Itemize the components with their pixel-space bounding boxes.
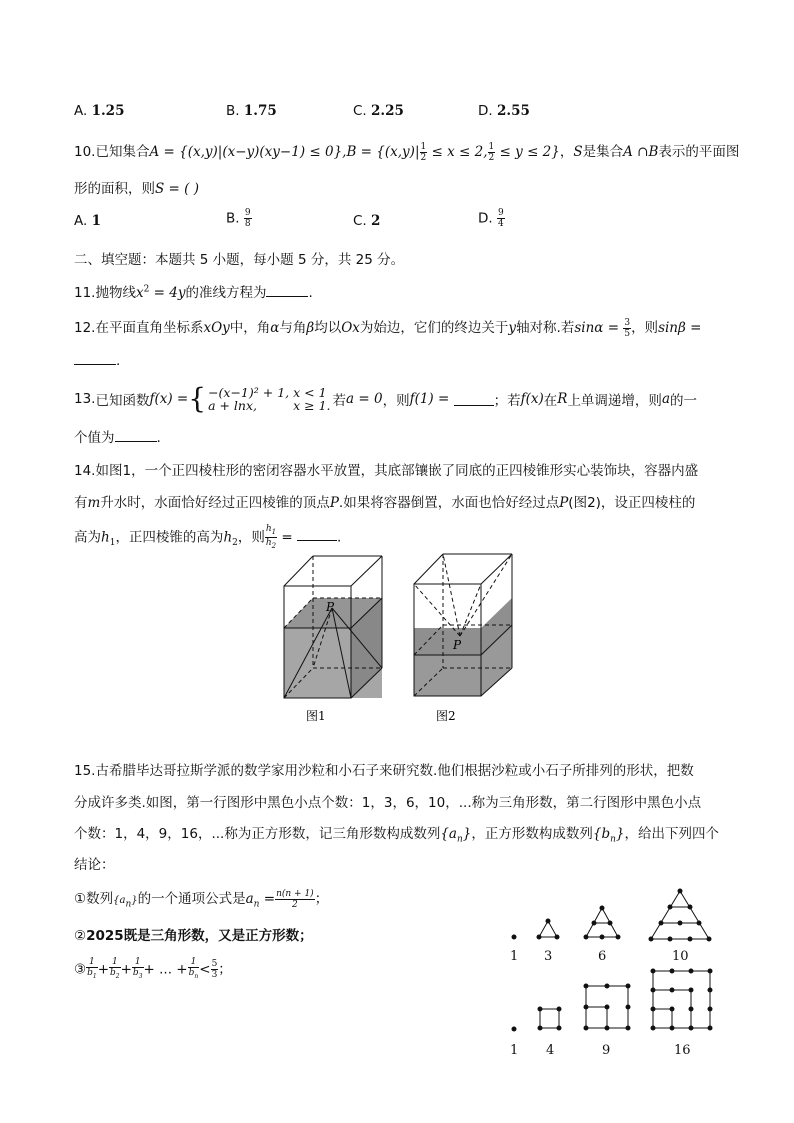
square-16 [651,969,712,1030]
q9-option-c: C. 2.25 [353,103,404,119]
q13-line2: 个值为 . [74,430,161,446]
triangle-10 [649,889,711,941]
q10-line1: 10.已知集合A = {(x,y)|(x−y)(xy−1) ≤ 0},B = {(x,y)| $\frac{1}{2}$ ≤ x ≤ 2, $\frac{1}{2}$ ≤ y ≤ 2}，S是集合A ∩B表示的平面图 [74,141,740,163]
square-4 [538,1007,561,1030]
tri-label: 10 [672,949,689,964]
point-p-label: P [453,638,462,652]
figure-2 [414,554,512,696]
q10-option-c: C. 2 [353,213,381,229]
q13-line1: 13.已知函数f(x) ={ −(x−1)² + 1, a + lnx, x < 1 x ≥ 1. 若a = 0，则f(1) = ；若f(x)在R上单调递增，则a的一 [74,382,697,415]
sq-label: 1 [510,1043,519,1058]
tri-label: 3 [544,949,553,964]
q9-option-a: A. 1.25 [74,103,125,119]
q14-line1: 14.如图1，一个正四棱柱形的密闭容器水平放置，其底部镶嵌了同底的正四棱锥形实心装饰块，容器内盛 [74,463,699,479]
sq-label: 4 [546,1043,555,1058]
answer-blank [297,528,337,541]
brace-icon: { [188,382,207,415]
q9-option-d: D. 2.55 [478,103,530,119]
figure-1-label: 图1 [306,709,326,723]
answer-blank [74,352,116,365]
q15-line2: 分成许多类.如图，第一行图形中黑色小点个数：1，3，6，10，...称为三角形数，第二行图形中黑色小点 [74,795,702,811]
q15-conclusion-3: ③ $\frac{1}{b_1}$ + $\frac{1}{b_2}$ + $\frac{1}{b_3}$ + ... + $\frac{1}{b_n}$ < $\frac{5}{3}$ ； [74,957,232,980]
triangle-3 [537,919,559,939]
answer-blank [115,429,157,442]
prism-figures [270,548,530,728]
answer-blank [266,284,308,297]
q10-option-b: B. $\frac{9}{8}$ [226,208,251,229]
q15-line1: 15.古希腊毕达哥拉斯学派的数学家用沙粒和小石子来研究数.他们根据沙粒或小石子所排列的形状，把数 [74,763,694,779]
q10-line2: 形的面积，则S = ( ) [74,181,199,197]
q14-line3: 高为$h_1$，正四棱锥的高为$h_2$，则 $\frac{h_1}{h_2}$ = . [74,524,342,550]
tri-label: 6 [598,949,607,964]
dot [512,935,516,939]
q15-conclusion-1: ①数列$\{a_n\}$的一个通项公式是$a_n$ = $\frac{n(n + 1)}{2}$ ； [74,888,329,910]
sq-label: 16 [674,1043,691,1058]
q9-option-b: B. 1.75 [226,103,277,119]
q10-option-a: A. 1 [74,213,101,229]
triangle-6 [584,906,620,939]
square-9 [584,984,630,1030]
q15-line3: 个数：1，4，9，16，...称为正方形数，记三角形数构成数列$\{a_n\}$，正方形数构成数列$\{b_n\}$，给出下列四个 [74,826,719,845]
figure-2-label: 图2 [436,709,456,723]
q10-option-d: D. $\frac{9}{4}$ [478,208,504,229]
q15-line4: 结论： [74,857,115,873]
q12-line2: . [74,352,120,369]
sq-label: 9 [602,1043,611,1058]
section-heading: 二、填空题：本题共 5 小题，每小题 5 分，共 25 分。 [74,252,405,268]
point-p-label: P [326,600,335,614]
q11: 11.抛物线$x^2 = 4y$的准线方程为 . [74,284,313,301]
tri-label: 1 [510,949,519,964]
figure-1 [284,556,382,698]
answer-blank [454,393,494,406]
q12-line1: 12.在平面直角坐标系xOy中，角α与角β均以Ox为始边，它们的终边关于y轴对称.若sinα = $\frac{3}{5}$ ，则sinβ = [74,317,702,339]
q15-conclusion-2: ②2025既是三角形数，又是正方形数； [74,928,313,944]
figurate-numbers-figure [500,880,730,1060]
q14-line2: 有m升水时，水面恰好经过正四棱锥的顶点P.如果将容器倒置，水面也恰好经过点P(图2)，设正四棱柱的 [74,495,696,511]
dot [512,1027,516,1031]
